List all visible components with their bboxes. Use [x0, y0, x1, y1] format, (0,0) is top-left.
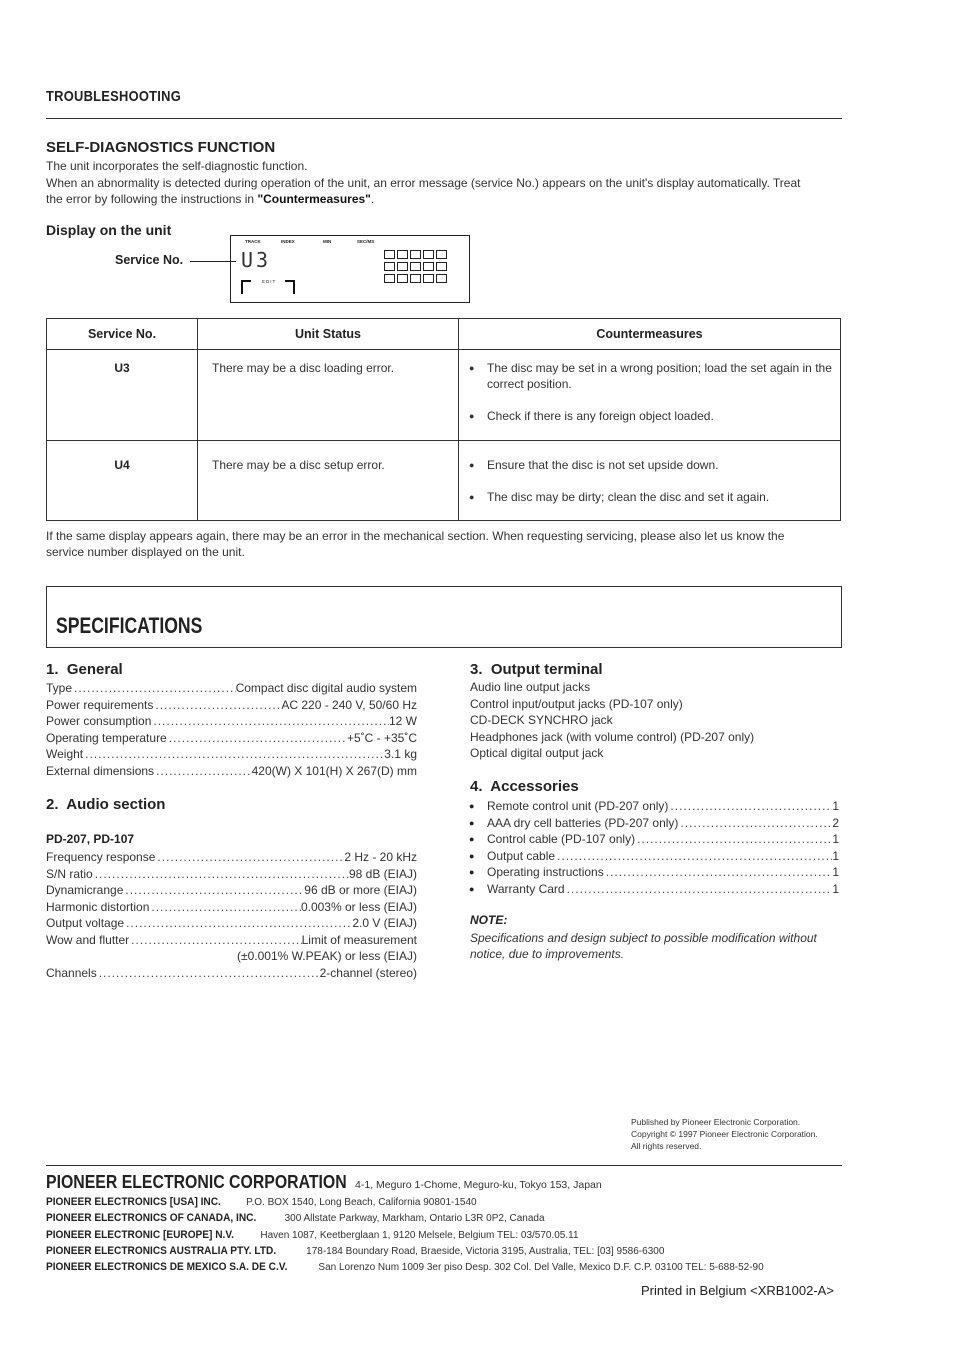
accessories-heading: 4. Accessories: [470, 778, 579, 795]
intro-line-2: When an abnormality is detected during operation of the unit, an error message (service No.) appears on the unit's display automatically. Treat: [46, 176, 801, 190]
spec-row: [46, 915, 417, 931]
spec-value: 1: [832, 848, 839, 863]
branch-address: Haven 1087, Keetberglaan 1, 9120 Melsele, Belgium TEL: 03/570.05.11: [260, 1229, 579, 1241]
spec-label: Power requirements: [46, 697, 154, 712]
display-index-label: INDEX: [281, 239, 295, 244]
branch-name: PIONEER ELECTRONICS OF CANADA, INC.: [46, 1212, 257, 1225]
leader-dots: [668, 798, 832, 814]
spec-row: [46, 965, 417, 981]
branch-row: [46, 1194, 477, 1208]
leader-dots: [72, 680, 236, 696]
leader-dots: [635, 831, 832, 847]
spec-label: S/N ratio: [46, 866, 93, 881]
leader-dots: [565, 881, 833, 897]
list-item: Audio line output jacks: [470, 680, 591, 694]
spec-value: 2.0 V (EIAJ): [352, 916, 417, 930]
list-item: [487, 831, 839, 847]
spec-label: Harmonic distortion: [46, 899, 150, 914]
countermeasures-cell: [459, 350, 841, 441]
audio-heading: 2. Audio section: [46, 796, 166, 813]
header-unit-status: Unit Status: [198, 319, 459, 350]
spec-value: (±0.001% W.PEAK) or less (EIAJ): [237, 949, 417, 963]
spec-row: [46, 849, 417, 865]
spec-row: [46, 730, 417, 746]
leader-dots: [604, 864, 833, 880]
spec-label: Remote control unit (PD-207 only): [487, 799, 669, 813]
service-code-cell: U4: [47, 441, 198, 521]
list-item: [487, 881, 839, 897]
unit-status-cell: There may be a disc loading error.: [198, 350, 459, 441]
leader-dots: [555, 848, 832, 864]
branch-row: [46, 1227, 579, 1241]
bullet-icon: ●: [469, 867, 475, 878]
leader-dots: [153, 697, 281, 713]
branch-address: P.O. BOX 1540, Long Beach, California 90801-1540: [246, 1197, 477, 1208]
spec-label: Warranty Card: [487, 882, 565, 896]
spec-row: [46, 746, 417, 762]
note-line-1: Specifications and design subject to possible modification without: [470, 931, 817, 945]
list-item: [487, 815, 839, 831]
leader-dots: [678, 815, 832, 831]
note-line-2: notice, due to improvements.: [470, 947, 625, 961]
divider: [46, 118, 842, 119]
spec-value: 1: [832, 832, 839, 847]
spec-label: Dynamicrange: [46, 883, 124, 897]
leader-dots: [97, 965, 320, 981]
countermeasures-cell: [459, 441, 841, 521]
bullet-icon: ●: [469, 817, 475, 828]
spec-label: Weight: [46, 747, 84, 761]
spec-value: 2 Hz - 20 kHz: [344, 850, 417, 864]
spec-label: Channels: [46, 965, 97, 980]
list-item: Optical digital output jack: [470, 746, 604, 760]
spec-value: 12 W: [388, 714, 417, 728]
display-on-unit-label: Display on the unit: [46, 222, 172, 238]
spec-value: Limit of measurement: [301, 932, 417, 947]
spec-value: Compact disc digital audio system: [235, 681, 417, 695]
list-item: [487, 798, 839, 814]
leader-dots: [123, 882, 304, 898]
spec-value: AC 220 - 240 V, 50/60 Hz: [281, 697, 417, 712]
publisher-line-1: Published by Pioneer Electronic Corporation.: [631, 1117, 801, 1127]
spec-label: AAA dry cell batteries (PD-207 only): [487, 815, 679, 830]
spec-value: 1: [832, 865, 839, 880]
spec-label: External dimensions: [46, 763, 155, 778]
list-item: [469, 360, 832, 392]
branch-name: PIONEER ELECTRONIC [EUROPE] N.V.: [46, 1228, 234, 1241]
intro-line-1: The unit incorporates the self-diagnostic function.: [46, 159, 308, 173]
branch-address: 178-184 Boundary Road, Braeside, Victoria 3195, Australia, TEL: [03] 9586-6300: [306, 1245, 665, 1257]
leader-dots: [155, 849, 344, 865]
countermeasure-text: Check if there is any foreign object loaded.: [487, 409, 714, 423]
intro-line-3-text: the error by following the instructions in: [46, 192, 258, 206]
spec-value: 98 dB (EIAJ): [348, 866, 417, 881]
display-sec-label: SEC/MS: [357, 239, 375, 244]
service-no-label: Service No.: [115, 253, 184, 267]
branch-row: [46, 1259, 764, 1273]
countermeasures-ref: "Countermeasures": [257, 192, 371, 206]
bullet-icon: ●: [469, 492, 475, 502]
spec-row: [46, 697, 417, 713]
branch-row: [46, 1210, 545, 1224]
printed-in: Printed in Belgium <XRB1002-A>: [641, 1283, 834, 1298]
spec-value: 2: [832, 815, 839, 830]
bullet-icon: ●: [469, 850, 475, 861]
spec-row: [46, 932, 417, 948]
leader-dots: [149, 899, 301, 915]
leader-dots: [129, 932, 301, 948]
countermeasure-text: Ensure that the disc is not set upside down.: [487, 458, 719, 472]
general-heading: 1. General: [46, 661, 123, 678]
publisher-line-3: All rights reserved.: [631, 1141, 702, 1151]
service-code-cell: U3: [47, 350, 198, 441]
footer-note-line-2: service number displayed on the unit.: [46, 545, 245, 559]
self-diagnostics-heading: SELF-DIAGNOSTICS FUNCTION: [46, 139, 276, 156]
corporation-name: PIONEER ELECTRONIC CORPORATION: [46, 1172, 347, 1192]
list-item: [487, 864, 839, 880]
branch-address: San Lorenzo Num 1009 3er piso Desp. 302 Col. Del Valle, Mexico D.F. C.P. 03100 TEL: 5-688-52-90: [318, 1262, 764, 1274]
intro-line-3-end: .: [370, 192, 375, 206]
section-title-troubleshooting: TROUBLESHOOTING: [46, 88, 182, 105]
branch-address: 300 Allstate Parkway, Markham, Ontario L3R 0P2, Canada: [284, 1213, 545, 1225]
corporation-line: [46, 1172, 602, 1193]
intro-line-3: [46, 192, 374, 206]
bullet-icon: ●: [469, 834, 475, 845]
spec-label: Operating instructions: [487, 865, 604, 880]
divider: [46, 1165, 842, 1166]
spec-label: Output cable: [487, 848, 556, 863]
spec-value: 0.003% or less (EIAJ): [300, 899, 417, 914]
spec-value: 1: [832, 799, 839, 813]
bullet-icon: ●: [469, 801, 475, 811]
list-item: [469, 408, 832, 424]
edit-bracket-icon: [241, 280, 295, 294]
spec-label: Power consumption: [46, 714, 152, 728]
spec-value: +5˚C - +35˚C: [346, 730, 417, 745]
spec-row: [46, 882, 417, 898]
audio-models: PD-207, PD-107: [46, 832, 135, 846]
spec-value: 1: [832, 882, 839, 896]
leader-dots: [124, 915, 352, 931]
spec-value: 96 dB or more (EIAJ): [304, 883, 417, 897]
spec-row: [46, 948, 417, 964]
list-item: [469, 457, 832, 473]
bullet-icon: ●: [469, 411, 475, 421]
spec-row: [46, 763, 417, 779]
header-service-no: Service No.: [47, 319, 198, 350]
spec-label: Frequency response: [46, 850, 156, 864]
table-header-row: [47, 319, 841, 350]
diagnostics-table: [46, 318, 841, 521]
unit-status-cell: There may be a disc setup error.: [198, 441, 459, 521]
spec-value: 420(W) X 101(H) X 267(D) mm: [251, 763, 417, 778]
list-item: Control input/output jacks (PD-107 only): [470, 696, 683, 711]
bullet-icon: ●: [469, 460, 475, 470]
spec-row: [46, 899, 417, 915]
spec-row: [46, 866, 417, 882]
spec-label: Type: [46, 681, 73, 695]
leader-dots: [167, 730, 347, 746]
spec-value: 3.1 kg: [384, 747, 417, 761]
leader-dots: [83, 746, 384, 762]
display-track-label: TRACK: [245, 239, 261, 244]
branch-name: PIONEER ELECTRONICS [USA] INC.: [46, 1196, 221, 1208]
list-item: Headphones jack (with volume control) (PD-207 only): [470, 729, 755, 744]
spec-label: Control cable (PD-107 only): [487, 832, 636, 847]
branch-row: [46, 1243, 664, 1257]
bullet-icon: ●: [469, 884, 475, 894]
spec-label: Output voltage: [46, 916, 125, 930]
list-item: [469, 489, 832, 505]
branch-name: PIONEER ELECTRONICS DE MEXICO S.A. DE C.V.: [46, 1261, 288, 1274]
header-countermeasures: Countermeasures: [459, 319, 841, 350]
spec-label: Wow and flutter: [46, 932, 130, 947]
branch-name: PIONEER ELECTRONICS AUSTRALIA PTY. LTD.: [46, 1244, 277, 1257]
spec-label: Operating temperature: [46, 730, 167, 745]
corporation-address: 4-1, Meguro 1-Chome, Meguro-ku, Tokyo 153, Japan: [355, 1179, 602, 1191]
display-min-label: MIN: [323, 239, 332, 244]
list-item: [487, 848, 839, 864]
display-service-code: U3: [241, 248, 272, 272]
countermeasure-text: The disc may be set in a wrong position; load the set again in the correct position.: [487, 361, 832, 391]
track-number-grid-icon: [384, 250, 459, 283]
footer-note-line-1: If the same display appears again, there may be an error in the mechanical section. When requesting servicing, please also let us know the: [46, 529, 785, 543]
table-row: [47, 350, 841, 441]
table-row: [47, 441, 841, 521]
spec-row: [46, 680, 417, 696]
spec-value: 2-channel (stereo): [319, 965, 417, 980]
list-item: CD-DECK SYNCHRO jack: [470, 713, 613, 727]
countermeasure-text: The disc may be dirty; clean the disc and set it again.: [487, 490, 770, 504]
bullet-icon: ●: [469, 363, 475, 373]
unit-display-panel: [230, 235, 470, 303]
publisher-line-2: Copyright © 1997 Pioneer Electronic Corporation.: [631, 1129, 818, 1139]
leader-dots: [93, 866, 349, 882]
display-edit-label: EDIT: [262, 279, 277, 284]
section-title-specifications: SPECIFICATIONS: [56, 613, 203, 638]
output-heading: 3. Output terminal: [470, 661, 603, 678]
note-heading: NOTE:: [470, 913, 508, 927]
leader-dots: [151, 713, 389, 729]
spec-row: [46, 713, 417, 729]
leader-dots: [154, 763, 252, 779]
